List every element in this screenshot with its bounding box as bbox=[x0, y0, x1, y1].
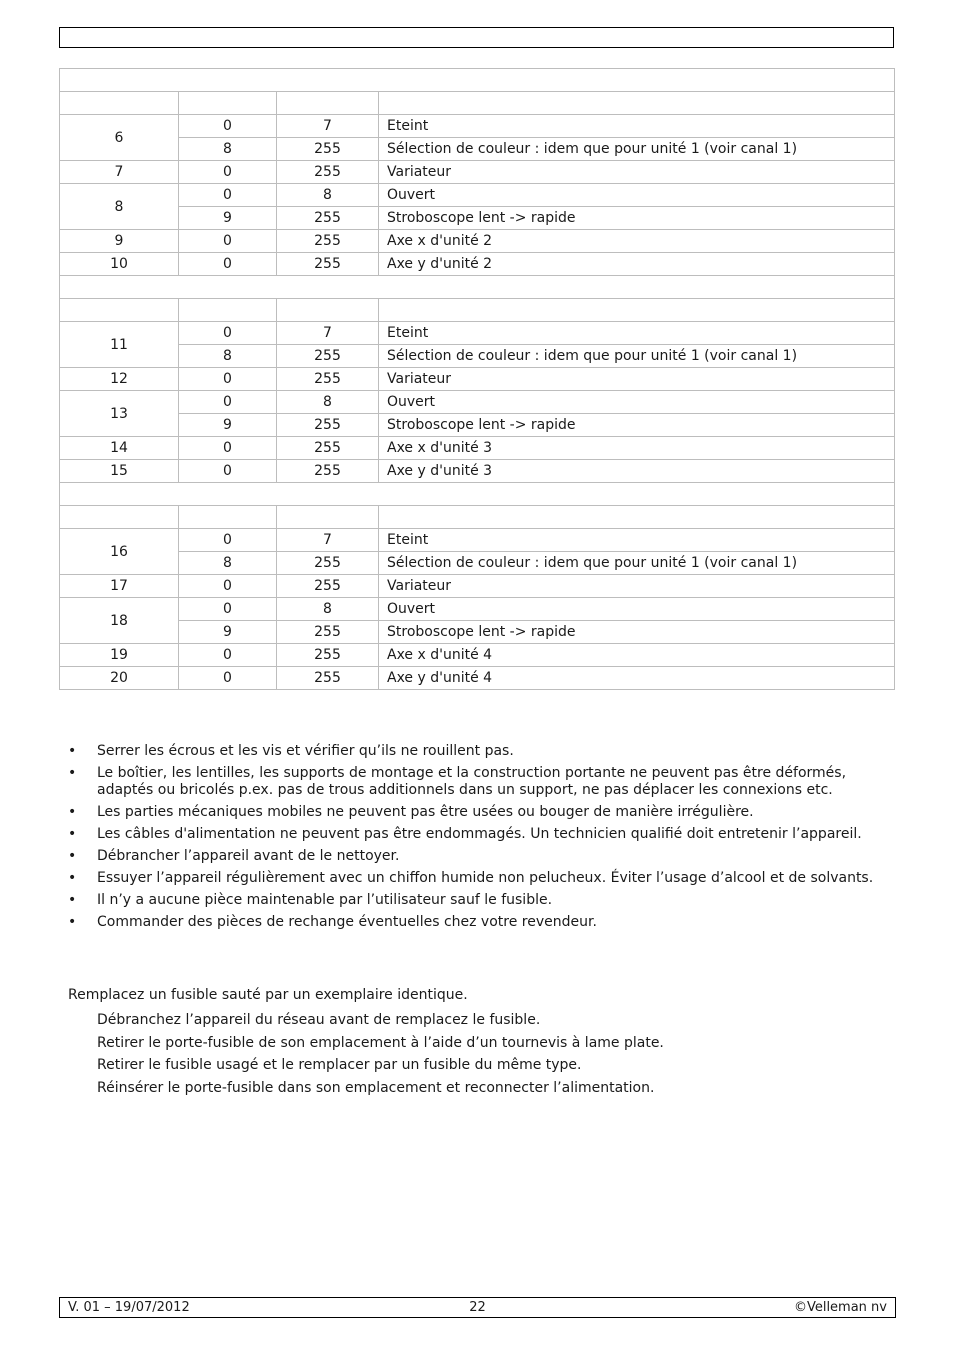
fuse-step: Retirer le porte-fusible de son emplacement à l’aide d’un tournevis à lame plate. bbox=[97, 1034, 664, 1051]
channel-cell: 9 bbox=[60, 230, 179, 253]
function-cell: Sélection de couleur : idem que pour unité 1 (voir canal 1) bbox=[379, 138, 895, 161]
table-row bbox=[60, 598, 895, 621]
to-value-cell: 255 bbox=[277, 345, 379, 368]
table-row bbox=[60, 253, 895, 276]
to-value-cell: 7 bbox=[277, 529, 379, 552]
to-value-cell: 255 bbox=[277, 414, 379, 437]
table-column-heading-row bbox=[60, 92, 895, 115]
from-value-cell: 0 bbox=[179, 460, 277, 483]
list-item: • Il n’y a aucune pièce maintenable par l’utilisateur sauf le fusible. bbox=[68, 892, 888, 909]
channel-cell: 13 bbox=[60, 391, 179, 437]
channel-cell: 10 bbox=[60, 253, 179, 276]
from-value-cell: 9 bbox=[179, 621, 277, 644]
to-value-cell: 255 bbox=[277, 644, 379, 667]
list-item: • Le boîtier, les lentilles, les supports de montage et la construction portante ne peuvent pas être déformés, adaptés ou bricolés p.ex. pas de trous additionnels dans un support, ne pas déplacer les connexions etc. bbox=[68, 765, 888, 799]
list-item: • Débrancher l’appareil avant de le nettoyer. bbox=[68, 848, 888, 865]
channel-cell: 7 bbox=[60, 161, 179, 184]
channel-cell: 8 bbox=[60, 184, 179, 230]
function-cell: Axe x d'unité 3 bbox=[379, 437, 895, 460]
function-cell: Stroboscope lent -> rapide bbox=[379, 414, 895, 437]
channel-cell: 11 bbox=[60, 322, 179, 368]
table-row bbox=[60, 621, 895, 644]
from-value-cell: 9 bbox=[179, 207, 277, 230]
function-cell: Axe y d'unité 4 bbox=[379, 667, 895, 690]
function-cell: Axe x d'unité 4 bbox=[379, 644, 895, 667]
to-value-cell: 8 bbox=[277, 391, 379, 414]
fuse-step: Réinsérer le porte-fusible dans son emplacement et reconnecter l’alimentation. bbox=[97, 1079, 655, 1096]
from-value-cell: 0 bbox=[179, 184, 277, 207]
table-row bbox=[60, 322, 895, 345]
to-value-cell: 255 bbox=[277, 161, 379, 184]
to-value-cell: 7 bbox=[277, 115, 379, 138]
function-cell: Axe x d'unité 2 bbox=[379, 230, 895, 253]
table-row bbox=[60, 345, 895, 368]
table-row bbox=[60, 391, 895, 414]
list-item: • Les câbles d'alimentation ne peuvent pas être endommagés. Un technicien qualifié doit entretenir l’appareil. bbox=[68, 826, 888, 843]
from-value-cell: 0 bbox=[179, 667, 277, 690]
to-value-cell: 255 bbox=[277, 621, 379, 644]
channel-cell: 19 bbox=[60, 644, 179, 667]
fuse-step: Débranchez l’appareil du réseau avant de remplacez le fusible. bbox=[97, 1012, 541, 1028]
from-value-cell: 8 bbox=[179, 552, 277, 575]
from-value-cell: 0 bbox=[179, 115, 277, 138]
list-item: • Commander des pièces de rechange éventuelles chez votre revendeur. bbox=[68, 914, 888, 931]
table-row bbox=[60, 368, 895, 391]
version-date: V. 01 – 19/07/2012 bbox=[68, 1300, 190, 1315]
from-value-cell: 0 bbox=[179, 322, 277, 345]
channel-cell: 12 bbox=[60, 368, 179, 391]
function-cell: Axe y d'unité 3 bbox=[379, 460, 895, 483]
to-value-cell: 255 bbox=[277, 253, 379, 276]
channel-cell: 17 bbox=[60, 575, 179, 598]
function-cell: Eteint bbox=[379, 322, 895, 345]
list-item: • Serrer les écrous et les vis et vérifier qu’ils ne rouillent pas. bbox=[68, 743, 888, 760]
table-row bbox=[60, 644, 895, 667]
table-row bbox=[60, 138, 895, 161]
table-row bbox=[60, 552, 895, 575]
from-value-cell: 0 bbox=[179, 161, 277, 184]
from-value-cell: 0 bbox=[179, 230, 277, 253]
channel-cell: 14 bbox=[60, 437, 179, 460]
page-number: 22 bbox=[469, 1300, 486, 1315]
to-value-cell: 8 bbox=[277, 598, 379, 621]
function-cell: Ouvert bbox=[379, 391, 895, 414]
channel-cell: 6 bbox=[60, 115, 179, 161]
from-value-cell: 0 bbox=[179, 368, 277, 391]
fuse-intro-text: Remplacez un fusible sauté par un exemplaire identique. bbox=[68, 987, 468, 1003]
table-row bbox=[60, 575, 895, 598]
function-cell: Ouvert bbox=[379, 184, 895, 207]
to-value-cell: 255 bbox=[277, 437, 379, 460]
from-value-cell: 0 bbox=[179, 644, 277, 667]
from-value-cell: 0 bbox=[179, 575, 277, 598]
to-value-cell: 255 bbox=[277, 368, 379, 391]
function-cell: Ouvert bbox=[379, 598, 895, 621]
fuse-step: Retirer le fusible usagé et le remplacer par un fusible du même type. bbox=[97, 1057, 582, 1073]
from-value-cell: 0 bbox=[179, 391, 277, 414]
to-value-cell: 255 bbox=[277, 138, 379, 161]
list-item: • Les parties mécaniques mobiles ne peuvent pas être usées ou bouger de manière irrégulière. bbox=[68, 804, 888, 821]
table-row bbox=[60, 230, 895, 253]
to-value-cell: 255 bbox=[277, 667, 379, 690]
function-cell: Sélection de couleur : idem que pour unité 1 (voir canal 1) bbox=[379, 552, 895, 575]
table-section-heading-row bbox=[60, 276, 895, 299]
from-value-cell: 0 bbox=[179, 253, 277, 276]
table-section-heading-row bbox=[60, 483, 895, 506]
from-value-cell: 8 bbox=[179, 345, 277, 368]
list-item: • Essuyer l’appareil régulièrement avec un chiffon humide non pelucheux. Éviter l’usage d’alcool et de solvants. bbox=[68, 870, 888, 887]
table-row bbox=[60, 115, 895, 138]
function-cell: Variateur bbox=[379, 368, 895, 391]
function-cell: Variateur bbox=[379, 575, 895, 598]
from-value-cell: 0 bbox=[179, 437, 277, 460]
function-cell: Eteint bbox=[379, 529, 895, 552]
from-value-cell: 0 bbox=[179, 598, 277, 621]
table-column-heading-row bbox=[60, 299, 895, 322]
channel-cell: 18 bbox=[60, 598, 179, 644]
table-row bbox=[60, 207, 895, 230]
maintenance-list bbox=[68, 743, 888, 936]
to-value-cell: 7 bbox=[277, 322, 379, 345]
table-row bbox=[60, 460, 895, 483]
table-section-heading-row bbox=[60, 69, 895, 92]
copyright-notice: ©Velleman nv bbox=[793, 1300, 887, 1315]
table-row bbox=[60, 437, 895, 460]
function-cell: Stroboscope lent -> rapide bbox=[379, 621, 895, 644]
to-value-cell: 255 bbox=[277, 207, 379, 230]
from-value-cell: 0 bbox=[179, 529, 277, 552]
page-header-box bbox=[59, 27, 894, 48]
channel-cell: 15 bbox=[60, 460, 179, 483]
to-value-cell: 255 bbox=[277, 575, 379, 598]
table-row bbox=[60, 184, 895, 207]
function-cell: Stroboscope lent -> rapide bbox=[379, 207, 895, 230]
function-cell: Variateur bbox=[379, 161, 895, 184]
channel-cell: 16 bbox=[60, 529, 179, 575]
function-cell: Axe y d'unité 2 bbox=[379, 253, 895, 276]
from-value-cell: 8 bbox=[179, 138, 277, 161]
to-value-cell: 8 bbox=[277, 184, 379, 207]
table-row bbox=[60, 529, 895, 552]
table-row bbox=[60, 667, 895, 690]
table-row bbox=[60, 414, 895, 437]
channel-cell: 20 bbox=[60, 667, 179, 690]
table-row bbox=[60, 161, 895, 184]
dmx-channel-table bbox=[59, 68, 895, 690]
table-column-heading-row bbox=[60, 506, 895, 529]
function-cell: Sélection de couleur : idem que pour unité 1 (voir canal 1) bbox=[379, 345, 895, 368]
to-value-cell: 255 bbox=[277, 460, 379, 483]
to-value-cell: 255 bbox=[277, 230, 379, 253]
from-value-cell: 9 bbox=[179, 414, 277, 437]
page-footer bbox=[59, 1297, 896, 1318]
to-value-cell: 255 bbox=[277, 552, 379, 575]
function-cell: Eteint bbox=[379, 115, 895, 138]
fuse-steps-list bbox=[97, 1009, 664, 1099]
